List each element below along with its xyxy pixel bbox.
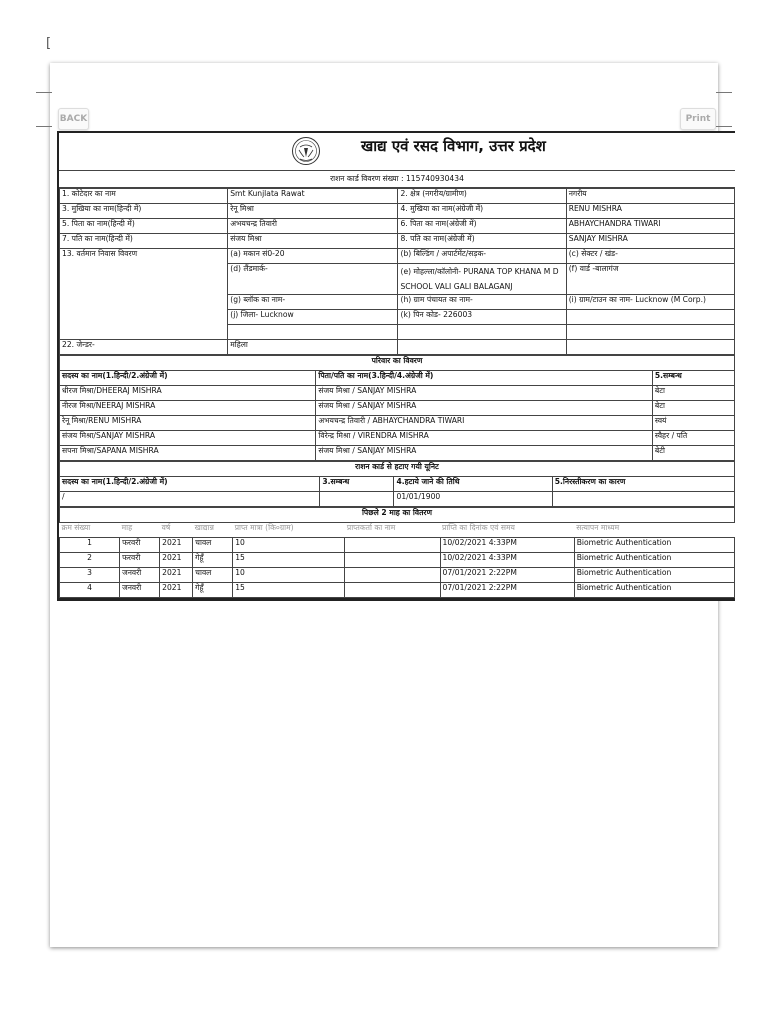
commodity: गेहूँ xyxy=(193,553,233,568)
address-house: (a) मकान सं0-20 xyxy=(228,249,398,264)
column-header: सत्यापन माध्यम xyxy=(574,523,734,538)
member-name: संजय मिश्रा/SANJAY MISHRA xyxy=(60,431,316,446)
table-row xyxy=(60,446,735,461)
table-row xyxy=(60,416,735,431)
empty-cell xyxy=(566,310,734,325)
verification-mode: Biometric Authentication xyxy=(574,538,734,553)
detail-value: ABHAYCHANDRA TIWARI xyxy=(566,219,734,234)
gender-label: 22. जेन्डर- xyxy=(60,340,228,355)
serial-number: 3 xyxy=(60,568,120,583)
table-row xyxy=(60,249,735,264)
member-name: धीरज मिश्रा/DHEERAJ MISHRA xyxy=(60,386,316,401)
removed-reason xyxy=(552,492,734,507)
recipient xyxy=(345,568,440,583)
empty-cell xyxy=(398,325,566,340)
address-pincode: (k) पिन कोड- 226003 xyxy=(398,310,566,325)
address-label: 13. वर्तमान निवास विवरण xyxy=(60,249,228,340)
table-row xyxy=(60,583,735,598)
address-block: (g) ब्लॉक का नाम- xyxy=(228,295,398,310)
column-header: 5.निरस्तीकरण का कारण xyxy=(552,477,734,492)
print-button[interactable]: Print xyxy=(680,108,716,130)
distribution-table xyxy=(59,507,735,598)
receipt-datetime: 07/01/2021 2:22PM xyxy=(440,568,574,583)
column-header: खाद्यान्न xyxy=(193,523,233,538)
member-name: रेनू मिश्रा/RENU MISHRA xyxy=(60,416,316,431)
month: फरवरी xyxy=(120,553,160,568)
column-header: प्राप्त मात्रा (कि०ग्राम) xyxy=(233,523,345,538)
quantity: 10 xyxy=(233,568,345,583)
distribution-section-title: पिछले 2 माह का वितरण xyxy=(60,508,735,523)
column-header: 5.सम्बन्ध xyxy=(652,371,734,386)
column-header: सदस्य का नाम(1.हिन्दी/2.अंग्रेजी में) xyxy=(60,477,320,492)
member-name: सपना मिश्रा/SAPANA MISHRA xyxy=(60,446,316,461)
address-district: (j) जिला- Lucknow xyxy=(228,310,398,325)
table-header-row xyxy=(60,371,735,386)
document-header xyxy=(59,133,735,171)
column-header: माह xyxy=(120,523,160,538)
column-header: प्राप्ति का दिनांक एवं समय xyxy=(440,523,574,538)
empty-cell xyxy=(398,340,566,355)
detail-label: 5. पिता का नाम(हिन्दी में) xyxy=(60,219,228,234)
table-row xyxy=(60,340,735,355)
detail-value: नगरीय xyxy=(566,189,734,204)
member-relation: बेटा xyxy=(652,386,734,401)
column-header: क्रम संख्या xyxy=(60,523,120,538)
table-row xyxy=(60,219,735,234)
detail-label: 2. क्षेत्र (नगरीय/ग्रामीण) xyxy=(398,189,566,204)
ration-card-document xyxy=(57,131,735,601)
family-table xyxy=(59,355,735,461)
detail-value: रेनू मिश्रा xyxy=(228,204,398,219)
member-father-husband: संजय मिश्रा / SANJAY MISHRA xyxy=(316,446,652,461)
detail-value: SANJAY MISHRA xyxy=(566,234,734,249)
year: 2021 xyxy=(160,568,193,583)
empty-cell xyxy=(566,340,734,355)
address-gram-panchayat: (h) ग्राम पंचायत का नाम- xyxy=(398,295,566,310)
recipient xyxy=(345,538,440,553)
back-button[interactable]: BACK xyxy=(58,108,89,130)
member-relation: स्वयं xyxy=(652,416,734,431)
family-section-title: परिवार का विवरण xyxy=(60,356,735,371)
column-header: 4.हटाये जाने की तिथि xyxy=(394,477,552,492)
receipt-datetime: 07/01/2021 2:22PM xyxy=(440,583,574,598)
commodity: गेहूँ xyxy=(193,583,233,598)
detail-label: 7. पति का नाम(हिन्दी में) xyxy=(60,234,228,249)
table-row xyxy=(60,431,735,446)
detail-label: 6. पिता का नाम(अंग्रेजी में) xyxy=(398,219,566,234)
removed-relation xyxy=(320,492,394,507)
page-corner-bracket: [ xyxy=(46,36,52,51)
address-town: (i) ग्राम/टाउन का नाम- Lucknow (M Corp.) xyxy=(566,295,734,310)
detail-value: RENU MISHRA xyxy=(566,204,734,219)
ration-card-number: राशन कार्ड विवरण संख्या : 115740930434 xyxy=(59,171,735,188)
commodity: चावल xyxy=(193,538,233,553)
verification-mode: Biometric Authentication xyxy=(574,568,734,583)
table-row xyxy=(60,553,735,568)
address-landmark: (d) लैंडमार्क- xyxy=(228,264,398,295)
member-name: नीरज मिश्रा/NEERAJ MISHRA xyxy=(60,401,316,416)
recipient xyxy=(345,553,440,568)
member-father-husband: विरेन्द्र मिश्रा / VIRENDRA MISHRA xyxy=(316,431,652,446)
rule-left-bottom xyxy=(36,126,52,127)
table-row xyxy=(60,401,735,416)
removed-member-name: / xyxy=(60,492,320,507)
empty-cell xyxy=(566,325,734,340)
address-ward: (f) वार्ड -बालागंज xyxy=(566,264,734,295)
page-title: खाद्य एवं रसद विभाग, उत्तर प्रदेश xyxy=(361,137,546,155)
member-father-husband: संजय मिश्रा / SANJAY MISHRA xyxy=(316,386,652,401)
column-header: वर्ष xyxy=(160,523,193,538)
details-table xyxy=(59,188,735,355)
empty-cell xyxy=(228,325,398,340)
member-father-husband: संजय मिश्रा / SANJAY MISHRA xyxy=(316,401,652,416)
quantity: 15 xyxy=(233,583,345,598)
address-building: (b) बिल्डिंग / अपार्टमेंट/सड़क- xyxy=(398,249,566,264)
detail-label: 3. मुखिया का नाम(हिन्दी में) xyxy=(60,204,228,219)
year: 2021 xyxy=(160,583,193,598)
table-header-row xyxy=(60,523,735,538)
column-header: प्राप्तकर्ता का नाम xyxy=(345,523,440,538)
detail-value: अभयचन्द्र तिवारी xyxy=(228,219,398,234)
rule-left-top xyxy=(36,92,52,93)
detail-label: 4. मुखिया का नाम(अंग्रेजी में) xyxy=(398,204,566,219)
table-row xyxy=(60,538,735,553)
table-row xyxy=(60,386,735,401)
table-row xyxy=(60,234,735,249)
detail-label: 1. कोटेदार का नाम xyxy=(60,189,228,204)
rule-right-bottom xyxy=(716,126,732,127)
serial-number: 1 xyxy=(60,538,120,553)
month: जनवरी xyxy=(120,583,160,598)
column-header: 3.सम्बन्ध xyxy=(320,477,394,492)
month: जनवरी xyxy=(120,568,160,583)
gender-value: महिला xyxy=(228,340,398,355)
column-header: सदस्य का नाम(1.हिन्दी/2.अंग्रेजी में) xyxy=(60,371,316,386)
table-row xyxy=(60,568,735,583)
serial-number: 4 xyxy=(60,583,120,598)
removed-units-table xyxy=(59,461,735,507)
verification-mode: Biometric Authentication xyxy=(574,583,734,598)
receipt-datetime: 10/02/2021 4:33PM xyxy=(440,538,574,553)
quantity: 10 xyxy=(233,538,345,553)
verification-mode: Biometric Authentication xyxy=(574,553,734,568)
year: 2021 xyxy=(160,553,193,568)
receipt-datetime: 10/02/2021 4:33PM xyxy=(440,553,574,568)
table-header-row xyxy=(60,477,735,492)
detail-value: संजय मिश्रा xyxy=(228,234,398,249)
serial-number: 2 xyxy=(60,553,120,568)
address-locality: (e) मोहल्ला/कॉलोनी- PURANA TOP KHANA M D SCHOOL VALI GALI BALAGANJ xyxy=(398,264,566,295)
quantity: 15 xyxy=(233,553,345,568)
detail-label: 8. पति का नाम(अंग्रेजी में) xyxy=(398,234,566,249)
member-relation: स्वैहर / पति xyxy=(652,431,734,446)
table-row xyxy=(60,204,735,219)
recipient xyxy=(345,583,440,598)
removed-date: 01/01/1900 xyxy=(394,492,552,507)
commodity: चावल xyxy=(193,568,233,583)
member-relation: बेटी xyxy=(652,446,734,461)
table-row xyxy=(60,492,735,507)
detail-value: Smt Kunjlata Rawat xyxy=(228,189,398,204)
address-sector: (c) सेक्टर / खंड- xyxy=(566,249,734,264)
year: 2021 xyxy=(160,538,193,553)
table-row xyxy=(60,189,735,204)
month: फरवरी xyxy=(120,538,160,553)
member-relation: बेटा xyxy=(652,401,734,416)
column-header: पिता/पति का नाम(3.हिन्दी/4.अंग्रेजी में) xyxy=(316,371,652,386)
rule-right-top xyxy=(716,92,732,93)
up-govt-emblem-icon xyxy=(291,136,321,166)
removed-section-title: राशन कार्ड से हटाए गयी यूनिट xyxy=(60,462,735,477)
member-father-husband: अभयचन्द्र तिवारी / ABHAYCHANDRA TIWARI xyxy=(316,416,652,431)
